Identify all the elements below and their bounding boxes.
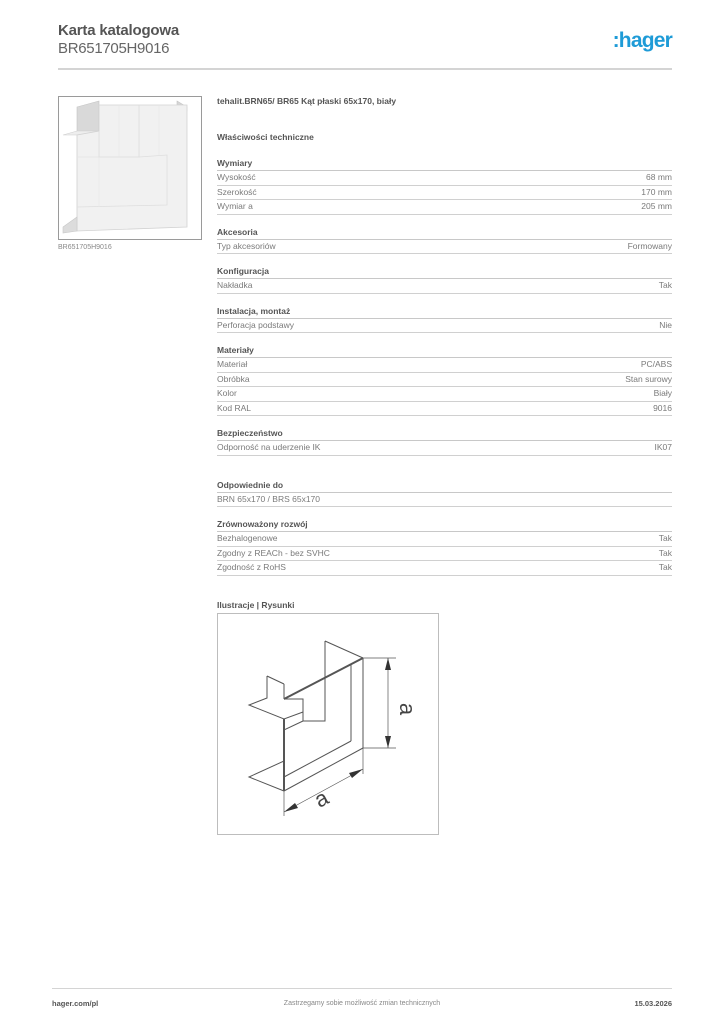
- product-code: BR651705H9016: [58, 40, 170, 57]
- group-title: Konfiguracja: [217, 264, 672, 279]
- header-divider: [58, 68, 672, 70]
- footer-divider: [52, 988, 672, 989]
- spec-value: Tak: [658, 562, 672, 572]
- spec-label: Materiał: [217, 359, 248, 369]
- spec-row: [217, 186, 672, 201]
- dimension-drawing-icon: [218, 614, 438, 834]
- spec-row: [217, 402, 672, 417]
- spec-value: 9016: [653, 402, 672, 413]
- disclaimer: Zastrzegamy sobie możliwość zmian technicznych: [283, 1000, 441, 1007]
- group-materials: [217, 343, 672, 416]
- website-link[interactable]: hager.com/pl: [52, 999, 99, 1008]
- spec-label: Zgodny z REACh - bez SVHC: [217, 547, 330, 558]
- product-name: tehalit.BRN65/ BR65 Kąt płaski 65x170, biały: [217, 96, 397, 106]
- group-title: Wymiary: [217, 156, 672, 171]
- spec-row: [217, 532, 672, 547]
- spec-label: Wysokość: [217, 172, 256, 182]
- spec-value: Tak: [658, 547, 672, 558]
- spec-row: [217, 171, 672, 186]
- spec-label: Wymiar a: [217, 201, 253, 211]
- spec-value: IK07: [654, 442, 672, 452]
- spec-label: Szerokość: [217, 186, 257, 197]
- spec-row: [217, 387, 672, 402]
- group-title: Materiały: [217, 343, 672, 358]
- spec-row: [217, 358, 672, 373]
- spec-value: PC/ABS: [640, 359, 672, 369]
- spec-label: BRN 65x170 / BRS 65x170: [217, 493, 321, 504]
- group-title: Ilustracje | Rysunki: [217, 599, 295, 610]
- spec-label: Odporność na uderzenie IK: [217, 442, 321, 452]
- section-title: Właściwości techniczne: [217, 132, 314, 142]
- spec-row: [217, 200, 672, 215]
- image-caption: BR651705H9016: [58, 244, 112, 251]
- spec-value: 68 mm: [646, 172, 672, 182]
- group-dimensions: [217, 156, 672, 215]
- spec-label: Obróbka: [217, 373, 250, 384]
- group-installation: [217, 304, 672, 334]
- group-title: Instalacja, montaż: [217, 304, 672, 319]
- spec-label: Bezhalogenowe: [217, 533, 278, 543]
- page-footer: [52, 998, 672, 1010]
- spec-row: [217, 547, 672, 562]
- dimension-label-vertical: a: [395, 702, 420, 716]
- spec-label: Kolor: [217, 388, 237, 398]
- spec-value: Formowany: [627, 240, 672, 251]
- group-accessories: [217, 225, 672, 255]
- spec-row: [217, 240, 672, 255]
- spec-row: [217, 441, 672, 456]
- spec-row: [217, 279, 672, 294]
- group-configuration: [217, 264, 672, 294]
- group-sustainability: [217, 517, 672, 576]
- spec-label: Kod RAL: [217, 402, 252, 413]
- technical-properties: [217, 94, 672, 622]
- spec-value: Biały: [653, 388, 672, 398]
- spec-row: [217, 561, 672, 576]
- spec-value: Tak: [658, 533, 672, 543]
- spec-value: Stan surowy: [625, 373, 672, 384]
- spec-row: [217, 493, 672, 508]
- document-title: Karta katalogowa: [58, 22, 180, 39]
- group-title: Odpowiednie do: [217, 478, 672, 493]
- technical-drawing: [217, 613, 439, 835]
- page-header: [58, 22, 672, 70]
- product-photo: [58, 96, 202, 240]
- spec-value: Nie: [659, 319, 672, 330]
- document-date: 15.03.2026: [634, 999, 672, 1008]
- spec-row: [217, 319, 672, 334]
- spec-row: [217, 373, 672, 388]
- group-title: Bezpieczeństwo: [217, 426, 672, 441]
- hager-logo: :hager: [612, 29, 672, 52]
- spec-value: Tak: [658, 280, 672, 290]
- group-illustrations: [217, 598, 672, 612]
- spec-label: Zgodność z RoHS: [217, 562, 286, 572]
- spec-label: Typ akcesoriów: [217, 240, 276, 251]
- flat-angle-product-icon: [59, 97, 201, 239]
- spec-label: Perforacja podstawy: [217, 319, 295, 330]
- spec-value: 205 mm: [641, 201, 672, 211]
- spec-value: 170 mm: [641, 186, 672, 197]
- group-title: Akcesoria: [217, 225, 672, 240]
- group-safety: [217, 426, 672, 456]
- group-title: Zrównoważony rozwój: [217, 517, 672, 532]
- spec-label: Nakładka: [217, 280, 253, 290]
- group-suitable-for: [217, 478, 672, 508]
- dimension-label-horizontal: a: [310, 784, 333, 813]
